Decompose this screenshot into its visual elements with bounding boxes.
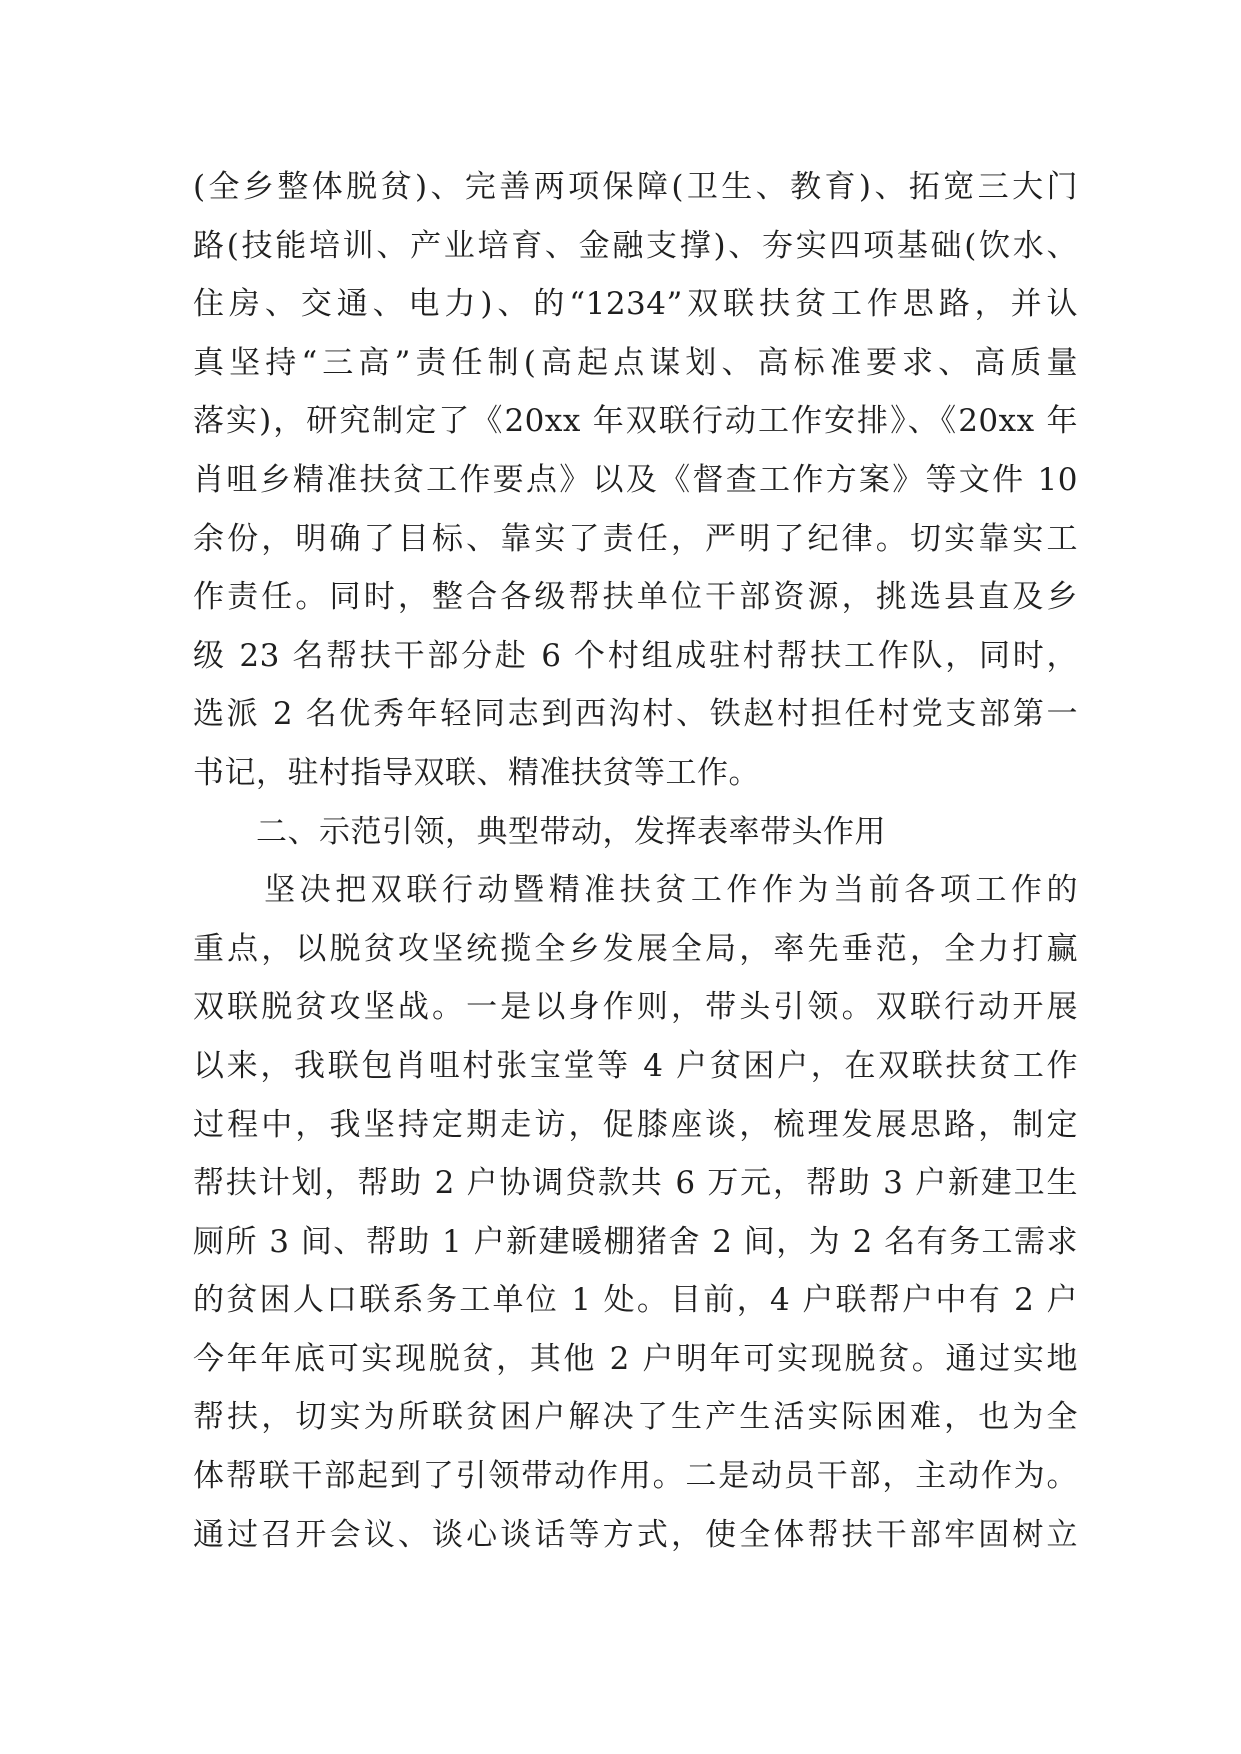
text-line: 帮扶计划，帮助 2 户协调贷款共 6 万元，帮助 3 户新建卫生 [193, 1165, 1078, 1202]
text-line: (全乡整体脱贫)、完善两项保障(卫生、教育)、拓宽三大门 [193, 169, 1078, 205]
text-line: 路(技能培训、产业培育、金融支撑)、夯实四项基础(饮水、 [193, 227, 1078, 264]
text-line: 的贫困人口联系务工单位 1 处。目前，4 户联帮户中有 2 户 [193, 1282, 1078, 1319]
text-line: 级 23 名帮扶干部分赴 6 个村组成驻村帮扶工作队，同时， [193, 637, 1078, 674]
text-line: 今年年底可实现脱贫，其他 2 户明年可实现脱贫。通过实地 [193, 1340, 1078, 1377]
text-line: 重点，以脱贫攻坚统揽全乡发展全局，率先垂范，全力打赢 [193, 930, 1078, 967]
text-line: 作责任。同时，整合各级帮扶单位干部资源，挑选县直及乡 [193, 579, 1078, 616]
document-body [193, 158, 1078, 1564]
text-line: 帮扶，切实为所联贫困户解决了生产生活实际困难，也为全 [193, 1399, 1078, 1436]
text-line: 以来，我联包肖咀村张宝堂等 4 户贫困户，在双联扶贫工作 [193, 1047, 1078, 1084]
text-line: 坚决把双联行动暨精准扶贫工作作为当前各项工作的 [193, 872, 1078, 909]
section-heading: 二、示范引领，典型带动，发挥表率带头作用 [193, 813, 886, 850]
text-line: 选派 2 名优秀年轻同志到西沟村、铁赵村担任村党支部第一 [193, 696, 1078, 733]
text-line: 落实)，研究制定了《20xx 年双联行动工作安排》、《20xx 年 [193, 403, 1078, 440]
text-line: 双联脱贫攻坚战。一是以身作则，带头引领。双联行动开展 [193, 989, 1078, 1026]
text-line: 书记，驻村指导双联、精准扶贫等工作。 [193, 754, 760, 791]
text-line: 通过召开会议、谈心谈话等方式，使全体帮扶干部牢固树立 [193, 1516, 1078, 1553]
text-line: 肖咀乡精准扶贫工作要点》以及《督查工作方案》等文件 10 [193, 461, 1078, 498]
text-line: 过程中，我坚持定期走访，促膝座谈，梳理发展思路，制定 [193, 1106, 1078, 1143]
text-line: 真坚持“三高”责任制(高起点谋划、高标准要求、高质量 [193, 344, 1078, 381]
text-line: 厕所 3 间、帮助 1 户新建暖棚猪舍 2 间，为 2 名有务工需求 [193, 1223, 1078, 1260]
text-line: 体帮联干部起到了引领带动作用。二是动员干部，主动作为。 [193, 1458, 1078, 1495]
text-line: 余份，明确了目标、靠实了责任，严明了纪律。切实靠实工 [193, 520, 1078, 557]
text-line: 住房、交通、电力)、的“1234”双联扶贫工作思路，并认 [193, 286, 1078, 323]
